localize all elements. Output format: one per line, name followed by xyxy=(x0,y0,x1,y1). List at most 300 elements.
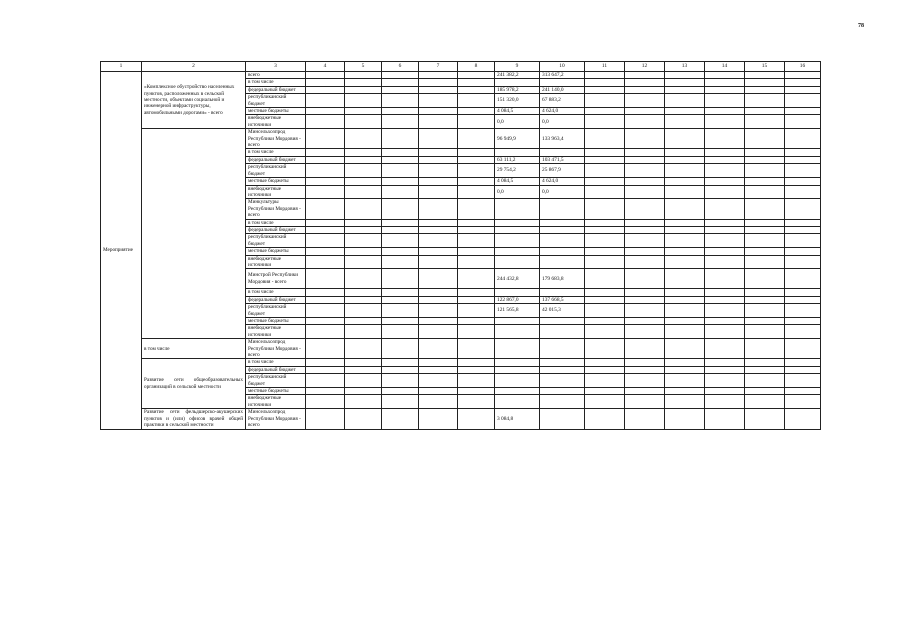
empty-cell xyxy=(625,86,665,93)
value-cell-col10 xyxy=(540,248,585,255)
empty-cell xyxy=(458,79,495,86)
empty-cell xyxy=(745,219,785,226)
empty-cell xyxy=(625,409,665,429)
empty-cell xyxy=(306,219,345,226)
empty-cell xyxy=(665,79,705,86)
value-cell-col10: 137 668,5 xyxy=(540,296,585,303)
empty-cell xyxy=(585,115,625,129)
empty-cell xyxy=(458,234,495,248)
empty-cell xyxy=(705,94,745,108)
empty-cell xyxy=(382,359,419,366)
empty-cell xyxy=(745,86,785,93)
empty-cell xyxy=(458,289,495,296)
empty-cell xyxy=(745,366,785,373)
value-cell-col9 xyxy=(495,149,540,156)
empty-cell xyxy=(625,94,665,108)
empty-cell xyxy=(382,86,419,93)
empty-cell xyxy=(585,199,625,219)
empty-cell xyxy=(306,178,345,185)
row-label: федеральный бюджет xyxy=(246,366,306,373)
empty-cell xyxy=(419,149,458,156)
empty-cell xyxy=(625,325,665,339)
empty-cell xyxy=(458,164,495,178)
empty-cell xyxy=(625,289,665,296)
empty-cell xyxy=(419,79,458,86)
empty-cell xyxy=(419,156,458,163)
empty-cell xyxy=(419,164,458,178)
empty-cell xyxy=(419,388,458,395)
empty-cell xyxy=(625,149,665,156)
empty-cell xyxy=(458,409,495,429)
empty-cell xyxy=(745,289,785,296)
empty-cell xyxy=(705,108,745,115)
empty-cell xyxy=(785,86,821,93)
empty-cell xyxy=(382,156,419,163)
value-cell-col9 xyxy=(495,339,540,359)
empty-cell xyxy=(625,366,665,373)
empty-cell xyxy=(785,395,821,409)
empty-cell xyxy=(458,86,495,93)
event-label: Мероприятие xyxy=(101,72,142,430)
column-header: 13 xyxy=(665,62,705,72)
empty-cell xyxy=(665,359,705,366)
empty-cell xyxy=(419,395,458,409)
empty-cell xyxy=(705,129,745,149)
empty-cell xyxy=(785,325,821,339)
row-label: Минстрой Республики Мордовия - всего xyxy=(246,269,306,289)
empty-cell xyxy=(419,199,458,219)
column-header: 6 xyxy=(382,62,419,72)
empty-cell xyxy=(382,115,419,129)
empty-cell xyxy=(585,248,625,255)
empty-cell xyxy=(585,185,625,199)
value-cell-col10 xyxy=(540,289,585,296)
row-label: внебюджетные источники xyxy=(246,395,306,409)
empty-cell xyxy=(585,234,625,248)
empty-cell xyxy=(625,296,665,303)
empty-cell xyxy=(705,72,745,79)
empty-cell xyxy=(306,156,345,163)
empty-cell xyxy=(785,366,821,373)
empty-cell xyxy=(382,248,419,255)
empty-cell xyxy=(625,388,665,395)
empty-cell xyxy=(705,199,745,219)
value-cell-col10: 133 963,4 xyxy=(540,129,585,149)
value-cell-col9 xyxy=(495,359,540,366)
empty-cell xyxy=(458,94,495,108)
empty-cell xyxy=(419,72,458,79)
row-label: местные бюджеты xyxy=(246,178,306,185)
empty-cell xyxy=(345,234,382,248)
empty-cell xyxy=(382,219,419,226)
empty-cell xyxy=(625,359,665,366)
empty-cell xyxy=(382,149,419,156)
empty-cell xyxy=(745,359,785,366)
empty-cell xyxy=(745,115,785,129)
empty-cell xyxy=(705,115,745,129)
empty-cell xyxy=(419,255,458,269)
value-cell-col9 xyxy=(495,226,540,233)
empty-cell xyxy=(345,359,382,366)
empty-cell xyxy=(345,108,382,115)
empty-cell xyxy=(745,199,785,219)
value-cell-col9: 4 084,5 xyxy=(495,108,540,115)
empty-cell xyxy=(745,94,785,108)
empty-cell xyxy=(785,156,821,163)
value-cell-col10: 0,0 xyxy=(540,115,585,129)
empty-cell xyxy=(625,255,665,269)
empty-cell xyxy=(458,115,495,129)
row-label: внебюджетные источники xyxy=(246,255,306,269)
empty-cell xyxy=(419,359,458,366)
empty-cell xyxy=(458,304,495,318)
empty-cell xyxy=(306,296,345,303)
row-label: республиканский бюджет xyxy=(246,234,306,248)
empty-cell xyxy=(306,339,345,359)
empty-cell xyxy=(345,149,382,156)
empty-cell xyxy=(705,296,745,303)
value-cell-col10 xyxy=(540,318,585,325)
empty-cell xyxy=(665,269,705,289)
value-cell-col9 xyxy=(495,79,540,86)
empty-cell xyxy=(785,289,821,296)
empty-cell xyxy=(585,149,625,156)
value-cell-col10: 179 683,8 xyxy=(540,269,585,289)
empty-cell xyxy=(458,248,495,255)
empty-cell xyxy=(705,178,745,185)
value-cell-col9 xyxy=(495,388,540,395)
value-cell-col10: 4 624,0 xyxy=(540,108,585,115)
empty-cell xyxy=(458,366,495,373)
empty-cell xyxy=(345,325,382,339)
empty-cell xyxy=(705,366,745,373)
empty-cell xyxy=(705,325,745,339)
empty-cell xyxy=(585,409,625,429)
empty-cell xyxy=(458,149,495,156)
empty-cell xyxy=(458,108,495,115)
column-header: 11 xyxy=(585,62,625,72)
empty-cell xyxy=(419,289,458,296)
empty-cell xyxy=(306,359,345,366)
empty-cell xyxy=(458,296,495,303)
empty-cell xyxy=(458,226,495,233)
empty-cell xyxy=(382,234,419,248)
empty-cell xyxy=(345,409,382,429)
empty-cell xyxy=(419,115,458,129)
empty-cell xyxy=(382,226,419,233)
empty-cell xyxy=(458,199,495,219)
empty-cell xyxy=(306,199,345,219)
column-header: 10 xyxy=(540,62,585,72)
row-label: местные бюджеты xyxy=(246,248,306,255)
empty-cell xyxy=(665,234,705,248)
empty-cell xyxy=(306,149,345,156)
empty-cell xyxy=(785,94,821,108)
empty-cell xyxy=(665,289,705,296)
empty-cell xyxy=(785,339,821,359)
empty-cell xyxy=(458,72,495,79)
value-cell-col9 xyxy=(495,318,540,325)
empty-cell xyxy=(665,185,705,199)
empty-cell xyxy=(382,185,419,199)
empty-cell xyxy=(382,199,419,219)
empty-cell xyxy=(419,366,458,373)
empty-cell xyxy=(382,304,419,318)
value-cell-col9 xyxy=(495,289,540,296)
row-label: внебюджетные источники xyxy=(246,325,306,339)
empty-cell xyxy=(665,115,705,129)
empty-cell xyxy=(382,79,419,86)
value-cell-col9: 121 565,8 xyxy=(495,304,540,318)
value-cell-col10 xyxy=(540,79,585,86)
value-cell-col9 xyxy=(495,234,540,248)
empty-cell xyxy=(419,234,458,248)
empty-cell xyxy=(785,388,821,395)
empty-cell xyxy=(665,325,705,339)
empty-cell xyxy=(625,234,665,248)
row-label: внебюджетные источники xyxy=(246,115,306,129)
table-row xyxy=(101,409,821,429)
row-label: местные бюджеты xyxy=(246,318,306,325)
empty-cell xyxy=(785,129,821,149)
empty-cell xyxy=(705,255,745,269)
empty-cell xyxy=(419,129,458,149)
empty-cell xyxy=(458,388,495,395)
empty-cell xyxy=(745,149,785,156)
empty-cell xyxy=(345,248,382,255)
empty-cell xyxy=(419,219,458,226)
empty-cell xyxy=(785,296,821,303)
value-cell-col10 xyxy=(540,234,585,248)
row-label: всего xyxy=(246,72,306,79)
empty-cell xyxy=(382,325,419,339)
empty-cell xyxy=(705,234,745,248)
empty-cell xyxy=(585,86,625,93)
empty-cell xyxy=(419,304,458,318)
empty-cell xyxy=(785,255,821,269)
column-header: 8 xyxy=(458,62,495,72)
row-label: в том числе xyxy=(246,359,306,366)
empty-cell xyxy=(705,226,745,233)
row-label: Минсельхозпрод Республики Мордовия - всего xyxy=(246,409,306,429)
row-label: в том числе xyxy=(246,289,306,296)
empty-cell xyxy=(306,255,345,269)
empty-cell xyxy=(382,374,419,388)
row-label: местные бюджеты xyxy=(246,108,306,115)
empty-cell xyxy=(665,72,705,79)
block-empty xyxy=(142,129,246,339)
empty-cell xyxy=(345,388,382,395)
empty-cell xyxy=(745,395,785,409)
empty-cell xyxy=(585,289,625,296)
empty-cell xyxy=(419,318,458,325)
empty-cell xyxy=(785,115,821,129)
empty-cell xyxy=(345,304,382,318)
empty-cell xyxy=(785,409,821,429)
value-cell-col10 xyxy=(540,199,585,219)
value-cell-col10: 4 624,0 xyxy=(540,178,585,185)
empty-cell xyxy=(665,388,705,395)
empty-cell xyxy=(785,149,821,156)
empty-cell xyxy=(419,108,458,115)
empty-cell xyxy=(705,318,745,325)
empty-cell xyxy=(705,388,745,395)
empty-cell xyxy=(382,178,419,185)
empty-cell xyxy=(306,366,345,373)
column-header: 12 xyxy=(625,62,665,72)
empty-cell xyxy=(306,129,345,149)
value-cell-col10 xyxy=(540,325,585,339)
row-label: федеральный бюджет xyxy=(246,156,306,163)
empty-cell xyxy=(345,318,382,325)
empty-cell xyxy=(665,374,705,388)
empty-cell xyxy=(345,255,382,269)
empty-cell xyxy=(785,79,821,86)
empty-cell xyxy=(585,108,625,115)
empty-cell xyxy=(382,296,419,303)
empty-cell xyxy=(745,409,785,429)
empty-cell xyxy=(382,269,419,289)
block-subheader: в том числе xyxy=(142,339,246,359)
row-label: Минкультуры Республики Мордовия - всего xyxy=(246,199,306,219)
empty-cell xyxy=(745,325,785,339)
empty-cell xyxy=(785,72,821,79)
value-cell-col9: 241 382,2 xyxy=(495,72,540,79)
empty-cell xyxy=(458,395,495,409)
empty-cell xyxy=(625,185,665,199)
empty-cell xyxy=(382,108,419,115)
empty-cell xyxy=(458,318,495,325)
empty-cell xyxy=(306,94,345,108)
value-cell-col9: 96 949,9 xyxy=(495,129,540,149)
empty-cell xyxy=(306,289,345,296)
empty-cell xyxy=(345,115,382,129)
empty-cell xyxy=(345,366,382,373)
empty-cell xyxy=(585,94,625,108)
empty-cell xyxy=(345,129,382,149)
empty-cell xyxy=(705,79,745,86)
empty-cell xyxy=(306,79,345,86)
empty-cell xyxy=(306,388,345,395)
empty-cell xyxy=(458,129,495,149)
empty-cell xyxy=(745,255,785,269)
empty-cell xyxy=(419,94,458,108)
empty-cell xyxy=(345,226,382,233)
block-title: «Комплексное обустройство населенных пунктов, расположенных в сельской местности, объектами социальной и инженерной инфраструктуры, автомобильными дорогами» - всего xyxy=(142,72,246,129)
empty-cell xyxy=(382,318,419,325)
empty-cell xyxy=(785,359,821,366)
empty-cell xyxy=(458,219,495,226)
empty-cell xyxy=(625,339,665,359)
empty-cell xyxy=(665,156,705,163)
empty-cell xyxy=(625,108,665,115)
value-cell-col9 xyxy=(495,248,540,255)
block-title: Развитие сети фельдшерско-акушерских пунктов и (или) офисов врачей общей практики в сельской местности xyxy=(142,409,246,429)
empty-cell xyxy=(745,226,785,233)
value-cell-col9: 244 432,8 xyxy=(495,269,540,289)
empty-cell xyxy=(458,156,495,163)
empty-cell xyxy=(745,374,785,388)
value-cell-col9: 122 867,0 xyxy=(495,296,540,303)
empty-cell xyxy=(625,129,665,149)
value-cell-col9 xyxy=(495,219,540,226)
empty-cell xyxy=(345,339,382,359)
row-label: республиканский бюджет xyxy=(246,164,306,178)
empty-cell xyxy=(345,156,382,163)
empty-cell xyxy=(705,86,745,93)
empty-cell xyxy=(585,325,625,339)
empty-cell xyxy=(419,374,458,388)
row-label: внебюджетные источники xyxy=(246,185,306,199)
column-header: 4 xyxy=(306,62,345,72)
column-header: 7 xyxy=(419,62,458,72)
value-cell-col9: 185 978,2 xyxy=(495,86,540,93)
empty-cell xyxy=(458,325,495,339)
row-label: Минсельхозпрод Республики Мордовия - всего xyxy=(246,129,306,149)
empty-cell xyxy=(306,185,345,199)
empty-cell xyxy=(306,86,345,93)
empty-cell xyxy=(345,94,382,108)
empty-cell xyxy=(665,226,705,233)
empty-cell xyxy=(585,339,625,359)
empty-cell xyxy=(745,388,785,395)
empty-cell xyxy=(625,374,665,388)
column-header: 16 xyxy=(785,62,821,72)
empty-cell xyxy=(306,409,345,429)
empty-cell xyxy=(625,318,665,325)
value-cell-col10: 25 867,9 xyxy=(540,164,585,178)
empty-cell xyxy=(785,226,821,233)
empty-cell xyxy=(665,164,705,178)
value-cell-col10: 103 471,5 xyxy=(540,156,585,163)
empty-cell xyxy=(625,164,665,178)
empty-cell xyxy=(382,339,419,359)
value-cell-col10 xyxy=(540,388,585,395)
empty-cell xyxy=(665,248,705,255)
empty-cell xyxy=(705,395,745,409)
row-label: федеральный бюджет xyxy=(246,226,306,233)
empty-cell xyxy=(458,255,495,269)
empty-cell xyxy=(458,269,495,289)
empty-cell xyxy=(585,374,625,388)
empty-cell xyxy=(625,72,665,79)
empty-cell xyxy=(785,164,821,178)
empty-cell xyxy=(306,72,345,79)
value-cell-col9: 151 320,0 xyxy=(495,94,540,108)
empty-cell xyxy=(306,115,345,129)
empty-cell xyxy=(745,304,785,318)
empty-cell xyxy=(625,226,665,233)
value-cell-col10 xyxy=(540,255,585,269)
empty-cell xyxy=(585,269,625,289)
value-cell-col9: 63 111,2 xyxy=(495,156,540,163)
value-cell-col10: 0,0 xyxy=(540,185,585,199)
empty-cell xyxy=(585,164,625,178)
table-row xyxy=(101,359,821,366)
empty-cell xyxy=(745,164,785,178)
empty-cell xyxy=(419,248,458,255)
empty-cell xyxy=(345,199,382,219)
empty-cell xyxy=(665,108,705,115)
empty-cell xyxy=(665,86,705,93)
empty-cell xyxy=(585,388,625,395)
value-cell-col10: 42 015,3 xyxy=(540,304,585,318)
empty-cell xyxy=(705,248,745,255)
column-header: 15 xyxy=(745,62,785,72)
value-cell-col9: 29 754,2 xyxy=(495,164,540,178)
value-cell-col9 xyxy=(495,395,540,409)
empty-cell xyxy=(785,178,821,185)
